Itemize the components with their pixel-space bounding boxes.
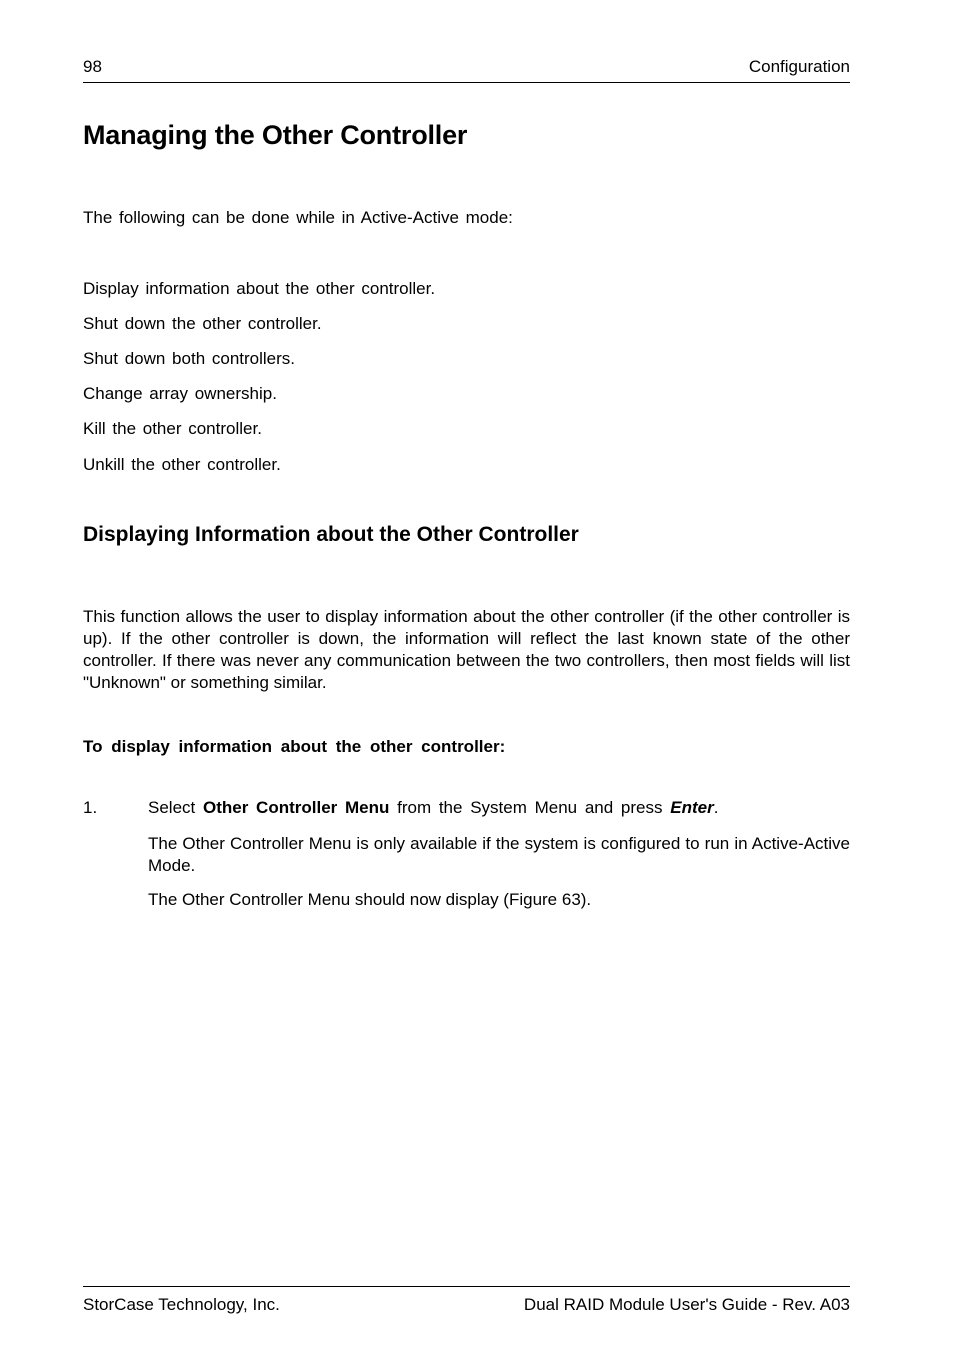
footer-doc-title: Dual RAID Module User's Guide - Rev. A03: [523, 1295, 850, 1314]
intro-text: The following can be done while in Active-Active mode:: [83, 208, 513, 227]
page-footer: [83, 1286, 850, 1314]
page-header: [83, 56, 850, 83]
step-text: [148, 798, 718, 818]
step-suffix: .: [713, 798, 719, 817]
step-prefix: Select: [148, 798, 203, 817]
list-item: Unkill the other controller.: [83, 455, 281, 474]
section-heading: Displaying Information about the Other Controller: [83, 523, 579, 546]
step-note: The Other Controller Menu is only available if the system is configured to run in Active-Active Mode.: [148, 834, 850, 875]
key-name: Enter: [670, 798, 714, 817]
section-name: Configuration: [748, 57, 850, 76]
step-middle: from the System Menu and press: [389, 798, 671, 817]
page-number: 98: [83, 57, 102, 76]
list-item: Shut down both controllers.: [83, 349, 296, 368]
list-item: Change array ownership.: [83, 384, 277, 403]
footer-company: StorCase Technology, Inc.: [83, 1295, 280, 1314]
step-note: The Other Controller Menu should now display (Figure 63).: [148, 890, 592, 909]
list-item: Shut down the other controller.: [83, 314, 322, 333]
description-paragraph: This function allows the user to display information about the other controller (if the other controller is up). If the other controller is down, the information will reflect the last known state of the other controller. If there was never any communication between the two controllers, then most fields will list "Unknown" or something similar.: [83, 607, 850, 692]
list-item: Kill the other controller.: [83, 419, 262, 438]
step-number: 1.: [83, 798, 98, 817]
procedure-heading: To display information about the other controller:: [83, 737, 506, 756]
menu-name: Other Controller Menu: [202, 798, 390, 817]
list-item: Display information about the other controller.: [83, 279, 436, 298]
page-title: Managing the Other Controller: [83, 120, 468, 150]
